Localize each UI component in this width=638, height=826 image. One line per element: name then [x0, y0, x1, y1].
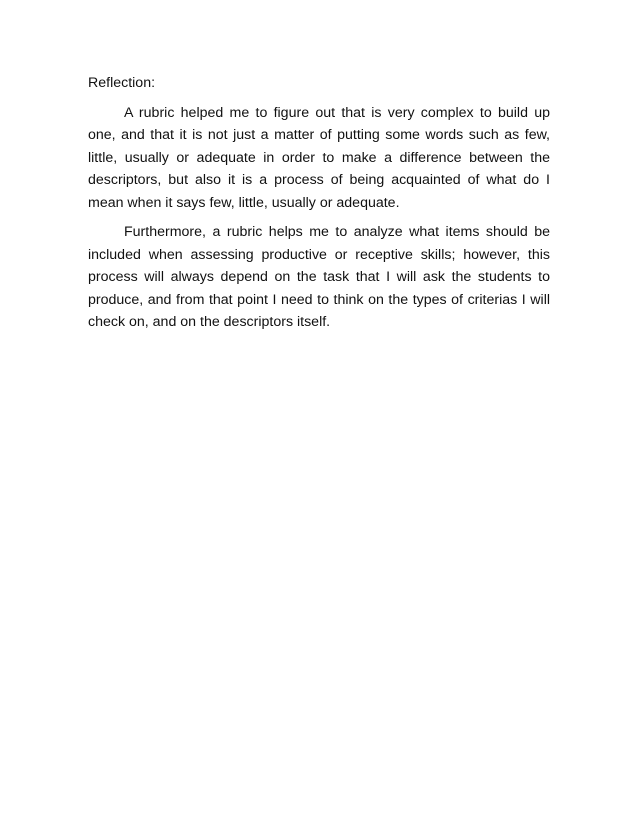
paragraph-2: Furthermore, a rubric helps me to analyze what items should be included when assessing productive or receptive skills; however, this process will always depend on the task that I will ask the students to produce, and from that point I need to think on the types of criterias I will check on, and on the descriptors itself. [88, 224, 550, 330]
document-body [88, 72, 550, 341]
paragraph-1: A rubric helped me to figure out that is very complex to build up one, and that it is not just a matter of putting some words such as few, little, usually or adequate in order to make a difference between the descriptors, but also it is a process of being acquainted of what do I mean when it says few, little, usually or adequate. [88, 104, 550, 211]
reflection-heading: Reflection: [88, 75, 156, 91]
